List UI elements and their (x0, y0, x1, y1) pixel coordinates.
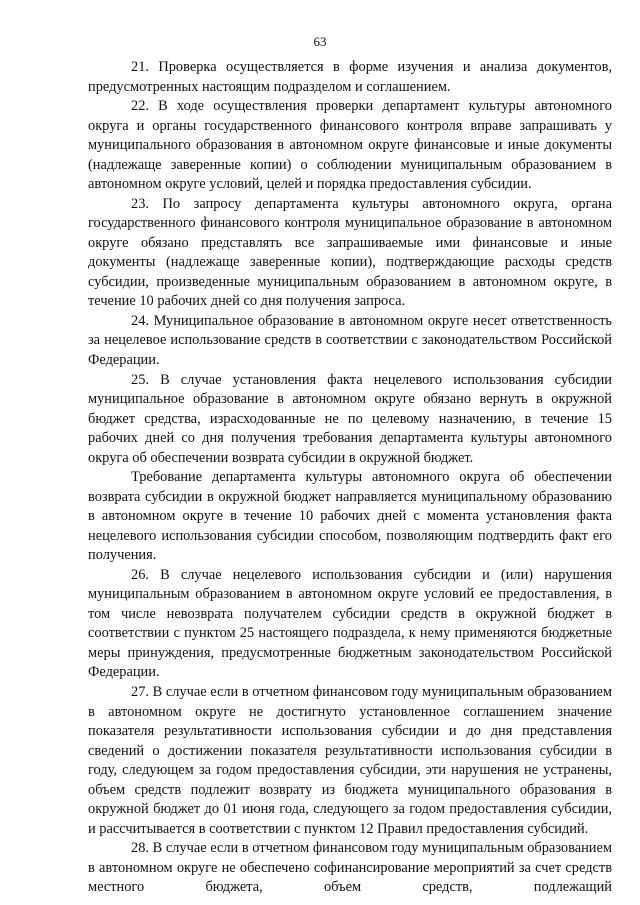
paragraph-25-requirement: Требование департамента культуры автономного округа об обеспечении возврата субсидии в окружной бюджет направляется муниципальному образованию в автономном округе в течение 10 рабочих дней с момента установления факта нецелевого использования субсидии способом, позволяющим подтвердить факт его получения. (88, 469, 612, 564)
paragraph-26: 26. В случае нецелевого использования субсидии и (или) нарушения муниципальным образованием в автономном округе условий ее предоставления, в том числе невозврата получателем субсидии средств в окружной бюджет в соответствии с пунктом 25 настоящего подраздела, к нему применяются бюджетные меры принуждения, предусмотренные бюджетным законодательством Российской Федерации. (88, 566, 612, 681)
paragraph-22: 22. В ходе осуществления проверки департамент культуры автономного округа и органы государственного финансового контроля вправе запрашивать у муниципального образования в автономном округе финансовые и иные документы (надлежаще заверенные копии) о соблюдении муниципальным образованием в автономном округе условий, целей и порядка предоставления субсидии. (88, 98, 612, 193)
paragraph-25: 25. В случае установления факта нецелевого использования субсидии муниципальное образование в автономном округе обязано вернуть в окружной бюджет средства, израсходованные не по целевому назначению, в течение 15 рабочих дней со дня получения требования департамента культуры автономного округа об обеспечении возврата субсидии в окружной бюджет. (88, 371, 612, 466)
paragraph-28: 28. В случае если в отчетном финансовом году муниципальным образованием в автономном округе не обеспечено софинансирование мероприятий за счет средств местного бюджета, объем средств, подлежащий (88, 840, 612, 896)
paragraph-24: 24. Муниципальное образование в автономном округе несет ответственность за нецелевое использование средств в соответствии с законодательством Российской Федерации. (88, 312, 612, 368)
paragraph-27: 27. В случае если в отчетном финансовом году муниципальным образованием в автономном округе не достигнуто установленное соглашением значение показателя результативности использования субсидии и до дня представления сведений о достижении показателя результативности использования субсидии в году, следующем за годом предоставления субсидии, эти нарушения не устранены, объем средств подлежит возврату из бюджета муниципального образования в окружной бюджет до 01 июня года, следующего за годом предоставления субсидии, и рассчитывается в соответствии с пунктом 12 Правил предоставления субсидий. (88, 684, 612, 837)
page-number: 63 (313, 34, 327, 49)
paragraph-23: 23. По запросу департамента культуры автономного округа, органа государственного финансового контроля муниципальное образование в автономном округе обязано представлять все запрашиваемые ими финансовые и иные документы (надлежаще заверенные копии), подтверждающие расходы средств субсидии, произведенные муниципальным образованием в автономном округе, в течение 10 рабочих дней со дня получения запроса. (88, 195, 612, 310)
paragraph-21: 21. Проверка осуществляется в форме изучения и анализа документов, предусмотренных настоящим подразделом и соглашением. (88, 59, 612, 95)
document-body (88, 58, 612, 898)
